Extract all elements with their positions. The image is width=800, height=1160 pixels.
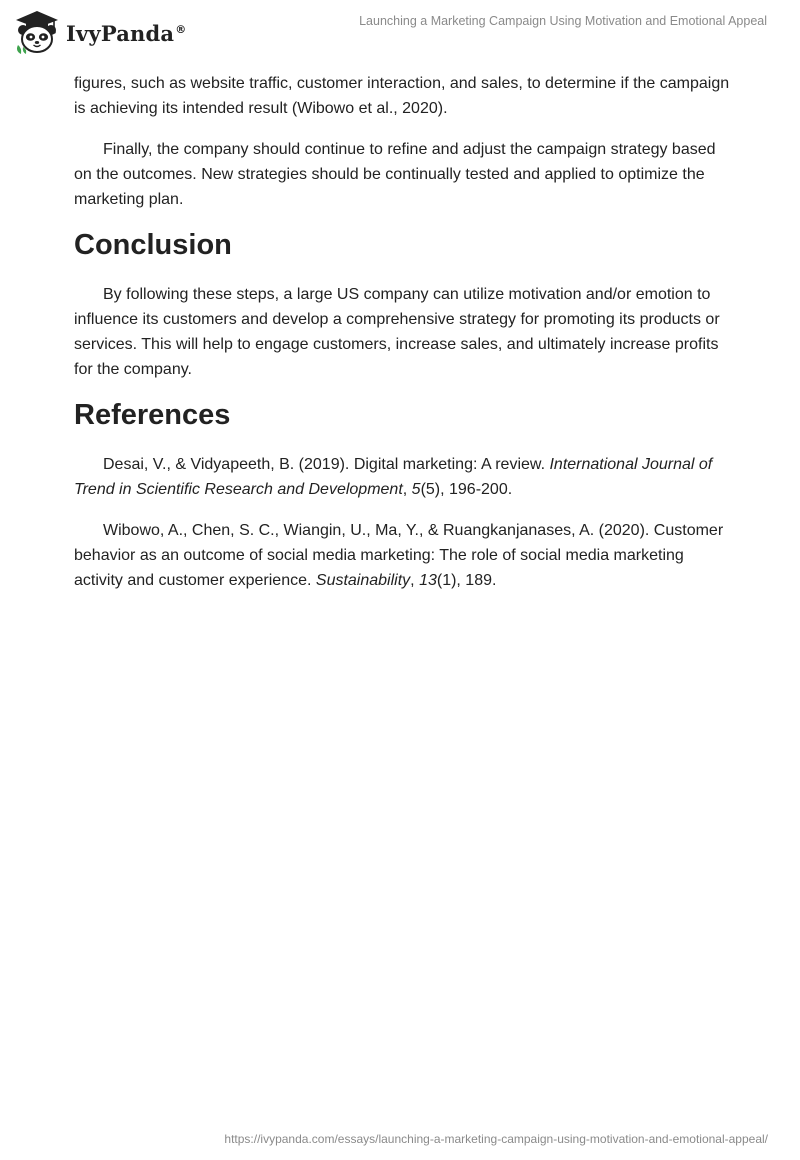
reference-authors: Desai, V., & Vidyapeeth, B. (2019). Digital marketing: A review. <box>103 456 550 473</box>
essay-content <box>74 71 734 609</box>
reference-entry: Desai, V., & Vidyapeeth, B. (2019). Digital marketing: A review. International Journal of Trend in Scientific Research and Development, 5(5), 196-200. <box>74 456 713 498</box>
ivypanda-logo[interactable] <box>14 8 186 56</box>
logo-wordmark: IvyPanda® <box>66 20 187 46</box>
reference-volume: 5 <box>411 481 421 498</box>
paragraph-finally: Finally, the company should continue to refine and adjust the campaign strategy based on the outcomes. New strategies should be continually tested and applied to optimize the marketing plan. <box>74 141 716 208</box>
paragraph-continued: figures, such as website traffic, customer interaction, and sales, to determine if the campaign is achieving its intended result (Wibowo et al., 2020). <box>74 75 730 117</box>
reference-authors: Wibowo, A., Chen, S. C., Wiangin, U., Ma, Y., & Ruangkanjanases, A. (2020). Customer behavior as an outcome of social media marketing: The role of social media marketing activity and customer experience. <box>74 522 724 589</box>
reference-journal: Sustainability <box>315 572 411 589</box>
running-title: Launching a Marketing Campaign Using Motivation and Emotional Appeal <box>359 14 767 28</box>
reference-rest: (1), 189. <box>436 572 497 589</box>
conclusion-heading: Conclusion <box>74 229 232 261</box>
reference-journal: International Journal of Trend in Scientific Research and Development <box>74 456 713 498</box>
source-url-link[interactable]: https://ivypanda.com/essays/launching-a-marketing-campaign-using-motivation-and-emotional-appeal/ <box>224 1132 768 1146</box>
panda-graduate-icon <box>14 9 60 55</box>
reference-entry: Wibowo, A., Chen, S. C., Wiangin, U., Ma, Y., & Ruangkanjanases, A. (2020). Customer behavior as an outcome of social media marketing: The role of social media marketing activity and customer experience. Sustainability, 13(1), 189. <box>74 522 724 589</box>
reference-volume: 13 <box>419 572 437 589</box>
reference-rest: (5), 196-200. <box>420 481 513 498</box>
references-heading: References <box>74 399 231 431</box>
page-header <box>0 0 800 64</box>
conclusion-paragraph: By following these steps, a large US company can utilize motivation and/or emotion to influence its customers and develop a comprehensive strategy for promoting its products or services. This will help to engage customers, increase sales, and ultimately increase profits for the company. <box>74 286 720 378</box>
